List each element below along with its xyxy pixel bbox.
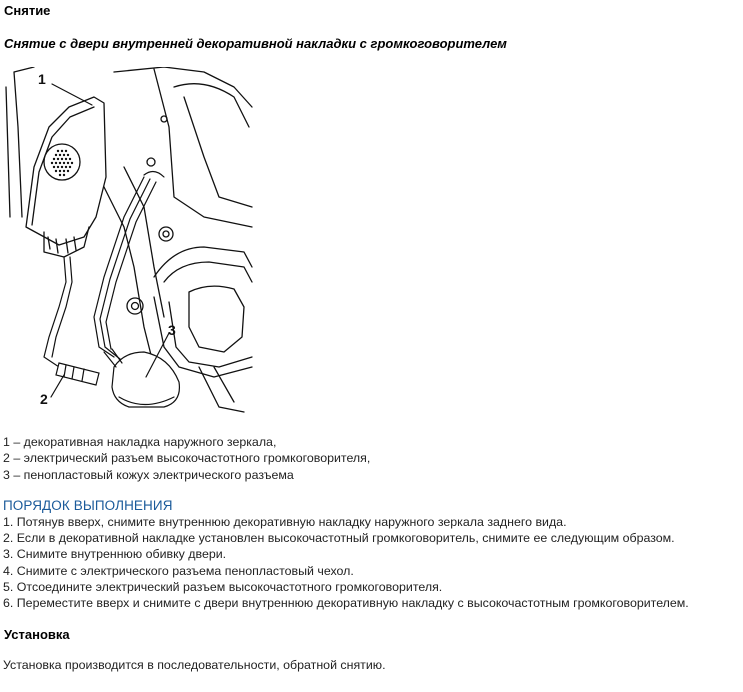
subsection-title: Снятие с двери внутренней декоративной накладки с громкоговорителем [4,36,507,51]
procedure-step: 6. Переместите вверх и снимите с двери внутреннюю декоративную накладку с высокочастотным громкоговорителем. [3,596,689,611]
legend-item: 2 – электрический разъем высокочастотного громкоговорителя, [3,451,371,466]
procedure-steps [3,514,689,611]
procedure-step: 1. Потянув вверх, снимите внутреннюю декоративную накладку наружного зеркала заднего вида. [3,515,567,529]
section-title: Снятие [4,3,51,18]
door-speaker-illustration [4,67,254,417]
install-text: Установка производится в последовательности, обратной снятию. [3,658,386,672]
legend-item: 1 – декоративная накладка наружного зеркала, [3,435,277,449]
callout-3: 3 [168,322,176,338]
procedure-step: 4. Снимите с электрического разъема пенопластовый чехол. [3,563,354,578]
procedure-step: 2. Если в декоративной накладке установлен высокочастотный громкоговоритель, снимите ее следующим образом. [3,531,675,546]
legend-item: 3 – пенопластовый кожух электрического разъема [3,467,294,482]
procedure-step: 5. Отсоедините электрический разъем высокочастотного громкоговорителя. [3,579,443,594]
illustration-svg [4,67,254,417]
callout-1: 1 [38,71,46,87]
figure-legend [3,434,370,483]
callout-2: 2 [40,391,48,407]
install-heading: Установка [4,627,70,642]
procedure-step: 3. Снимите внутреннюю обивку двери. [3,547,227,562]
procedure-heading: ПОРЯДОК ВЫПОЛНЕНИЯ [3,498,173,513]
